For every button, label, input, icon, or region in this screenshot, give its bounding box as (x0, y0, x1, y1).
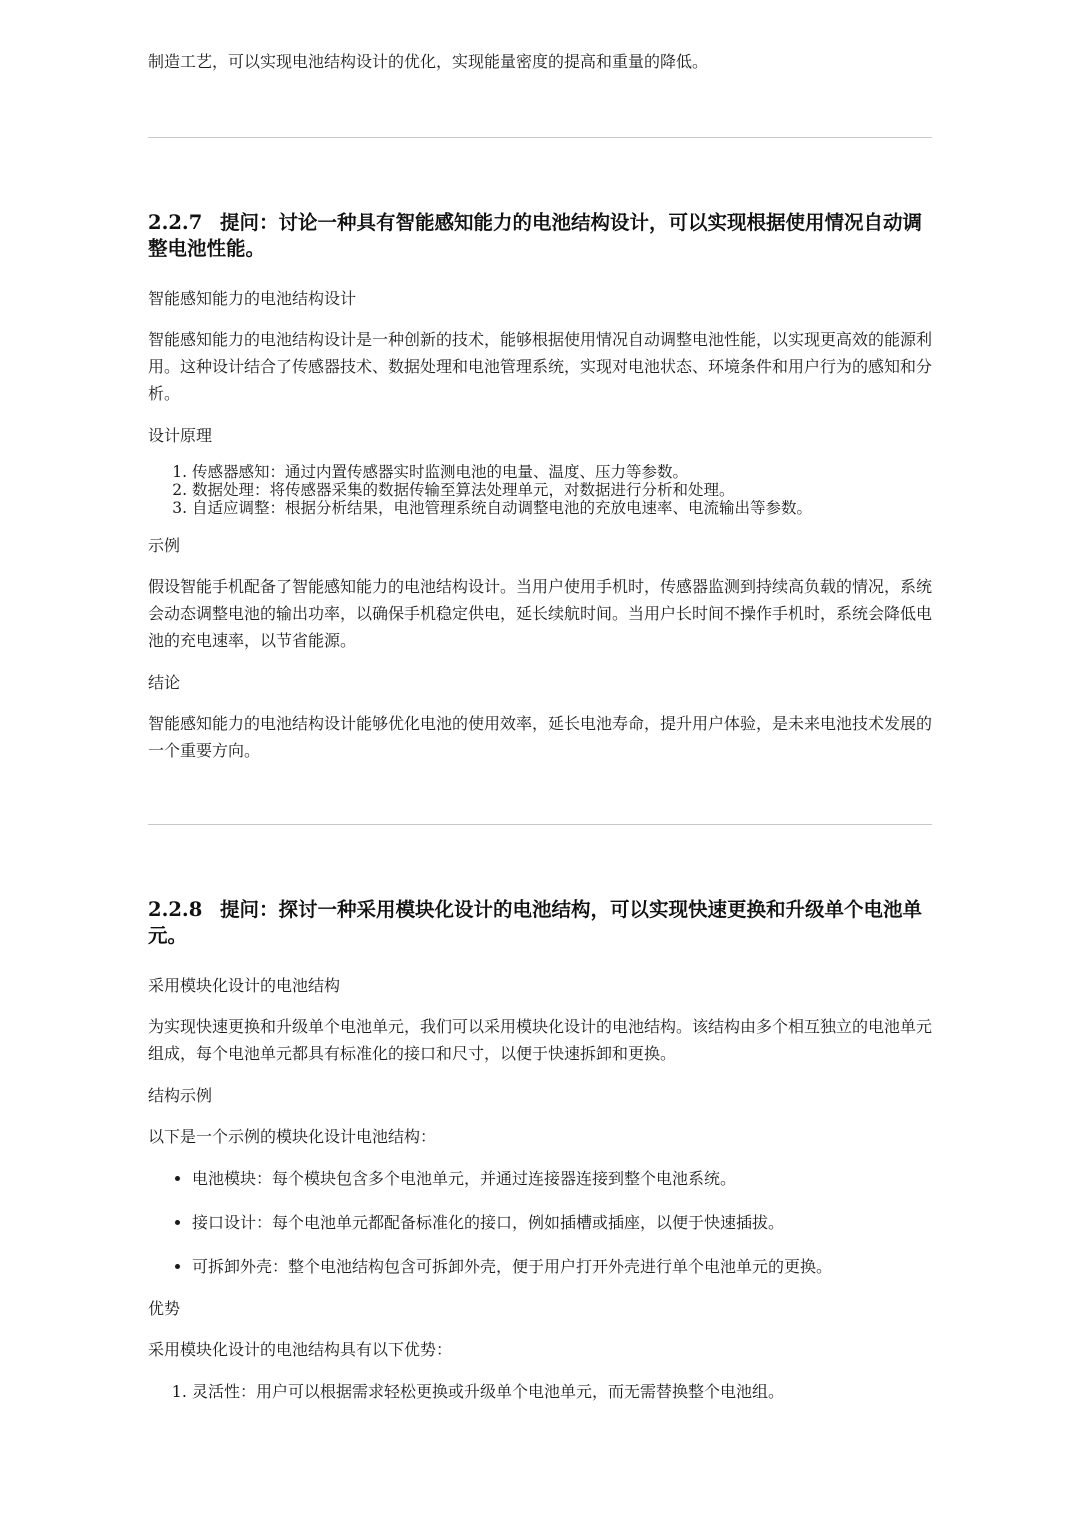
section-228-title (148, 897, 932, 949)
section-227-intro: 智能感知能力的电池结构设计是一种创新的技术，能够根据使用情况自动调整电池性能，以实现更高效的能源利用。这种设计结合了传感器技术、数据处理和电池管理系统，实现对电池状态、环境条件和用户行为的感知和分析。 (148, 330, 933, 403)
list-item: 3. 自适应调整：根据分析结果，电池管理系统自动调整电池的充放电速率、电流输出等参数。 (192, 499, 932, 517)
structure-heading: 结构示例 (148, 1086, 213, 1105)
list-item: 2. 数据处理：将传感器采集的数据传输至算法处理单元，对数据进行分析和处理。 (192, 481, 932, 499)
section-228-intro: 为实现快速更换和升级单个电池单元，我们可以采用模块化设计的电池结构。该结构由多个相互独立的电池单元组成，每个电池单元都具有标准化的接口和尺寸，以便于快速拆卸和更换。 (148, 1017, 933, 1063)
advantage-heading: 优势 (148, 1299, 181, 1318)
list-item: • 电池模块：每个模块包含多个电池单元，并通过连接器连接到整个电池系统。 (192, 1166, 932, 1192)
principle-list (148, 463, 932, 517)
list-item: 1. 灵活性：用户可以根据需求轻松更换或升级单个电池单元，而无需替换整个电池组。 (192, 1379, 932, 1405)
conclusion-heading: 结论 (148, 673, 181, 692)
principle-heading: 设计原理 (148, 426, 213, 445)
advantage-list (148, 1379, 932, 1405)
example-paragraph: 假设智能手机配备了智能感知能力的电池结构设计。当用户使用手机时，传感器监测到持续高负载的情况，系统会动态调整电池的输出功率，以确保手机稳定供电，延长续航时间。当用户长时间不操作手机时，系统会降低电池的充电速率，以节省能源。 (148, 577, 933, 650)
section-227-heading: 智能感知能力的电池结构设计 (148, 289, 357, 308)
example-heading: 示例 (148, 536, 181, 555)
structure-intro: 以下是一个示例的模块化设计电池结构： (148, 1127, 437, 1146)
section-228-heading: 采用模块化设计的电池结构 (148, 976, 341, 995)
intro-paragraph: 制造工艺，可以实现电池结构设计的优化，实现能量密度的提高和重量的降低。 (148, 52, 709, 71)
list-item: • 接口设计：每个电池单元都配备标准化的接口，例如插槽或插座，以便于快速插拔。 (192, 1210, 932, 1236)
structure-list (148, 1166, 932, 1280)
section-number: 2.2.8 (148, 898, 203, 921)
section-title-text: 提问：探讨一种采用模块化设计的电池结构，可以实现快速更换和升级单个电池单元。 (148, 898, 923, 947)
section-divider (148, 137, 932, 138)
section-title-text: 提问：讨论一种具有智能感知能力的电池结构设计，可以实现根据使用情况自动调整电池性能。 (148, 211, 923, 260)
list-item: 1. 传感器感知：通过内置传感器实时监测电池的电量、温度、压力等参数。 (192, 463, 932, 481)
section-227-title (148, 210, 932, 262)
section-divider (148, 824, 932, 825)
document-content (148, 48, 932, 1405)
advantage-intro: 采用模块化设计的电池结构具有以下优势： (148, 1340, 453, 1359)
section-number: 2.2.7 (148, 211, 203, 234)
conclusion-paragraph: 智能感知能力的电池结构设计能够优化电池的使用效率，延长电池寿命，提升用户体验，是未来电池技术发展的一个重要方向。 (148, 714, 933, 760)
list-item: • 可拆卸外壳：整个电池结构包含可拆卸外壳，便于用户打开外壳进行单个电池单元的更换。 (192, 1254, 932, 1280)
